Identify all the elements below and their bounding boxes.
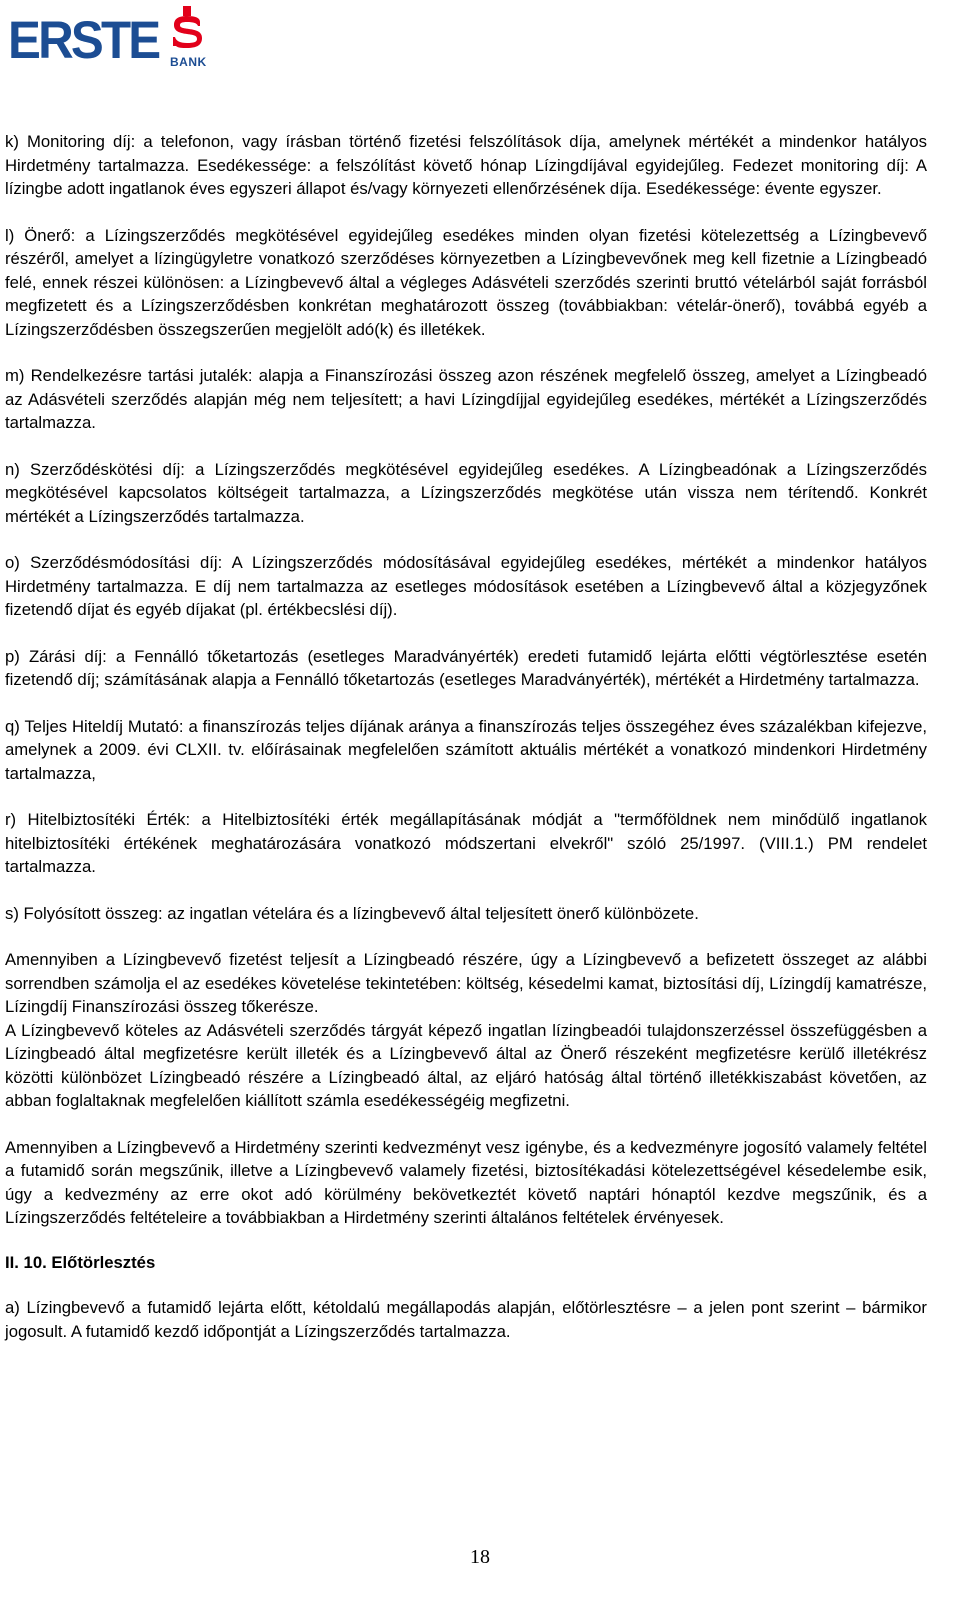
logo-wordmark: ERSTE: [8, 11, 159, 70]
logo-bank-label: BANK: [170, 55, 207, 69]
paragraph-discount: Amennyiben a Lízingbevevő a Hirdetmény szerinti kedvezményt vesz igénybe, és a kedvezményre jogosító valamely feltétel a futamidő során megszűnik, illetve a Lízingbevevő valamely fizetési, biztosítékadási kötelezettségével késedelembe esik, úgy a kedvezmény az erre okot adó körülmény bekövetkeztét követő naptári hónaptól kezdve megszűnik, és a Lízingszerződés feltételeire a továbbiakban a Hirdetmény szerinti általános feltételek érvényesek.: [5, 1137, 927, 1227]
paragraph-l-own-contribution: l) Önerő: a Lízingszerződés megkötésével egyidejűleg esedékes minden olyan fizetési kötelezettség a Lízingbevevő részéről, amelyet a lízingügyletre vonatkozó szerződéses környezetben a Lízingbevevőnek meg kell fizetnie a Lízingbeadó felé, ennek részei különösen: a Lízingbevevő által a végleges Adásvételi szerződés szerinti bruttó vételárból saját forrásból megfizetett és a Lízingszerződésben konkrétan meghatározott összeg (továbbiakban: vételár-önerő), továbbá egyéb a Lízingszerződésben összegszerűen megjelölt adó(k) és illetékek.: [5, 225, 927, 339]
erste-s-mark-icon: [170, 6, 204, 54]
paragraph-o-amendment-fee: o) Szerződésmódosítási díj: A Lízingszerződés módosításával egyidejűleg esedékes, mértékét a mindenkor hatályos Hirdetmény tartalmazza. E díj nem tartalmazza az esetleges módosítások esetében a Lízingbevevő által a közjegyzőnek fizetendő díjat és egyéb díjakat (pl. értékbecslési díj).: [5, 553, 927, 619]
paragraph-p-closing-fee: p) Zárási díj: a Fennálló tőketartozás (esetleges Maradványérték) eredeti futamidő lejárta előtti végtörlesztése esetén fizetendő díj; számításának alapja a Fennálló tőketartozás (esetleges Maradványérték), mértékét a Hirdetmény tartalmazza.: [5, 646, 927, 689]
paragraph-m-commitment-fee: m) Rendelkezésre tartási jutalék: alapja a Finanszírozási összeg azon részének megfelelő összeg, amelyet a Lízingbeadó az Adásvételi szerződés alapján még nem teljesített; a havi Lízingdíjjal egyidejűleg esedékes, mértékét a Lízingszerződés tartalmazza.: [5, 366, 927, 432]
paragraph-payment-order: Amennyiben a Lízingbevevő fizetést teljesít a Lízingbeadó részére, úgy a Lízingbevevő a befizetett összeget az alábbi sorrendben számolja el az esedékes követelése tekintetében: költség, késedelmi kamat, biztosítási díj, Lízingdíj kamatrésze, Lízingdíj Finanszírozási összeg tőkerésze.: [5, 950, 927, 1016]
document-body: [5, 130, 927, 1366]
paragraph-q-thm: q) Teljes Hiteldíj Mutató: a finanszírozás teljes díjának aránya a finanszírozás teljes összegéhez éves százalékban kifejezve, amelynek a 2009. évi CLXII. tv. előírásainak megfelelően számított aktuális mértékét a vonatkozó mindenkori Hirdetmény tartalmazza,: [5, 716, 927, 783]
paragraph-a-prepayment: a) Lízingbevevő a futamidő lejárta előtt, kétoldalú megállapodás alapján, előtörlesztésre – a jelen pont szerint – bármikor jogosult. A futamidő kezdő időpontját a Lízingszerződés tartalmazza.: [5, 1298, 927, 1341]
paragraph-s-disbursed-amount: s) Folyósított összeg: az ingatlan vételára és a lízingbevevő által teljesített önerő különbözete.: [5, 903, 699, 923]
section-heading-prepayment: II. 10. Előtörlesztés: [5, 1252, 156, 1272]
erste-bank-logo: [8, 6, 207, 70]
paragraph-r-collateral-value: r) Hitelbiztosítéki Érték: a Hitelbiztosítéki érték megállapításának módját a "termőföldnek nem minődülő ingatlanok hitelbiztosítéki értékének meghatározására vonatkozó módszertani elvekről" szóló 25/1997. (VIII.1.) PM rendelet tartalmazza.: [5, 810, 927, 876]
paragraph-k-monitoring-fee: k) Monitoring díj: a telefonon, vagy írásban történő fizetési felszólítások díja, amelynek mértékét a mindenkor hatályos Hirdetmény tartalmazza. Esedékessége: a felszólítást követő hónap Lízingdíjával egyidejűleg. Fedezet monitoring díj: A lízingbe adott ingatlanok éves egyszeri állapot és/vagy környezeti ellenőrzésének díja. Esedékessége: évente egyszer.: [5, 132, 927, 198]
paragraph-n-contracting-fee: n) Szerződéskötési díj: a Lízingszerződés megkötésével egyidejűleg esedékes. A Lízingbeadónak a Lízingszerződés megkötésével kapcsolatos költségeit tartalmazza, a Lízingszerződés megkötése után vissza nem térítendő. Konkrét mértékét a Lízingszerződés tartalmazza.: [5, 459, 927, 526]
paragraph-duty: A Lízingbevevő köteles az Adásvételi szerződés tárgyát képező ingatlan lízingbeadói tulajdonszerzéssel összefüggésben a Lízingbeadó által megfizetésre került illeték és a Lízingbevevő által az Önerő részeként megfizetésre kerülő illetékrész közötti különbözet Lízingbeadó részére a Lízingbeadó által, az eljáró hatóság által történő illetékkiszabást követően, az abban foglaltaknak megfelelően kiállított számla esedékességéig megfizetni.: [5, 1020, 927, 1110]
page-number: 18: [470, 1546, 490, 1568]
